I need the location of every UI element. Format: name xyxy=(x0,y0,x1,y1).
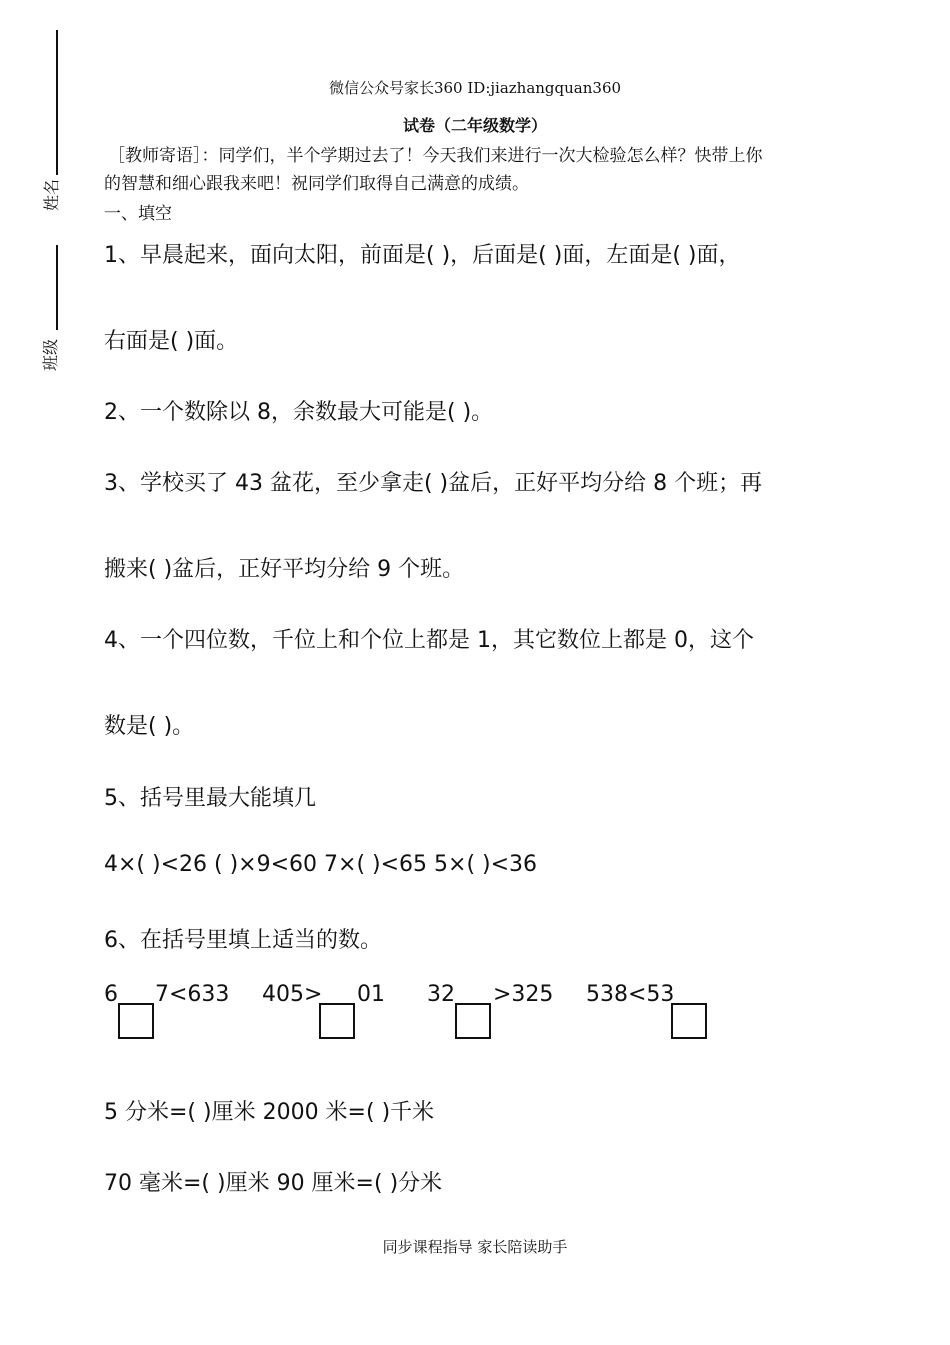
footer-text: 同步课程指导 家长陪读助手 xyxy=(382,1238,568,1256)
teacher-message-line1: ［教师寄语］：同学们，半个学期过去了！今天我们来进行一次大检验怎么样？快带上你 xyxy=(108,146,763,166)
question-3-line2: 搬来( )盆后，正好平均分给 9 个班。 xyxy=(104,557,465,582)
question-2: 2、一个数除以 8，余数最大可能是( )。 xyxy=(104,400,494,425)
teacher-message-line2: 的智慧和细心跟我来吧！祝同学们取得自己满意的成绩。 xyxy=(104,174,529,194)
question-5-title: 5、括号里最大能填几 xyxy=(104,786,316,811)
answer-box-4[interactable] xyxy=(671,1003,707,1039)
q6-item-c: 405> xyxy=(262,982,323,1007)
question-3-line1: 3、学校买了 43 盆花，至少拿走( )盆后，正好平均分给 8 个班；再 xyxy=(104,471,763,496)
watermark-text: 微信公众号家长360 ID:jiazhangquan360 xyxy=(328,79,622,97)
q6-item-a: 6 xyxy=(104,982,118,1007)
question-1-line1: 1、早晨起来，面向太阳，前面是( )，后面是( )面，左面是( )面， xyxy=(104,243,741,268)
page-title: 试卷（二年级数学） xyxy=(402,116,547,135)
conversion-line2: 70 毫米=( )厘米 90 厘米=( )分米 xyxy=(104,1171,443,1196)
question-1-line2: 右面是( )面。 xyxy=(104,329,239,354)
question-5-items: 4×( )<26 ( )×9<60 7×( )<65 5×( )<36 xyxy=(104,852,538,877)
binding-line-top xyxy=(56,30,58,175)
question-6-title: 6、在括号里填上适当的数。 xyxy=(104,928,382,953)
question-4-line2: 数是( )。 xyxy=(104,714,195,739)
answer-box-2[interactable] xyxy=(319,1003,355,1039)
q6-item-f: >325 xyxy=(493,982,554,1007)
q6-item-e: 32 xyxy=(427,982,455,1007)
q6-item-b: 7<633 xyxy=(155,982,230,1007)
name-label: 姓名 xyxy=(42,179,61,212)
section-heading: 一、填空 xyxy=(104,204,172,224)
conversion-line1: 5 分米=( )厘米 2000 米=( )千米 xyxy=(104,1100,435,1125)
q6-item-d: 01 xyxy=(357,982,385,1007)
q6-item-g: 538<53 xyxy=(586,982,675,1007)
question-4-line1: 4、一个四位数，千位上和个位上都是 1，其它数位上都是 0，这个 xyxy=(104,628,754,653)
answer-box-3[interactable] xyxy=(455,1003,491,1039)
class-label: 班级 xyxy=(41,339,60,372)
answer-box-1[interactable] xyxy=(118,1003,154,1039)
binding-line-bottom xyxy=(56,245,58,330)
